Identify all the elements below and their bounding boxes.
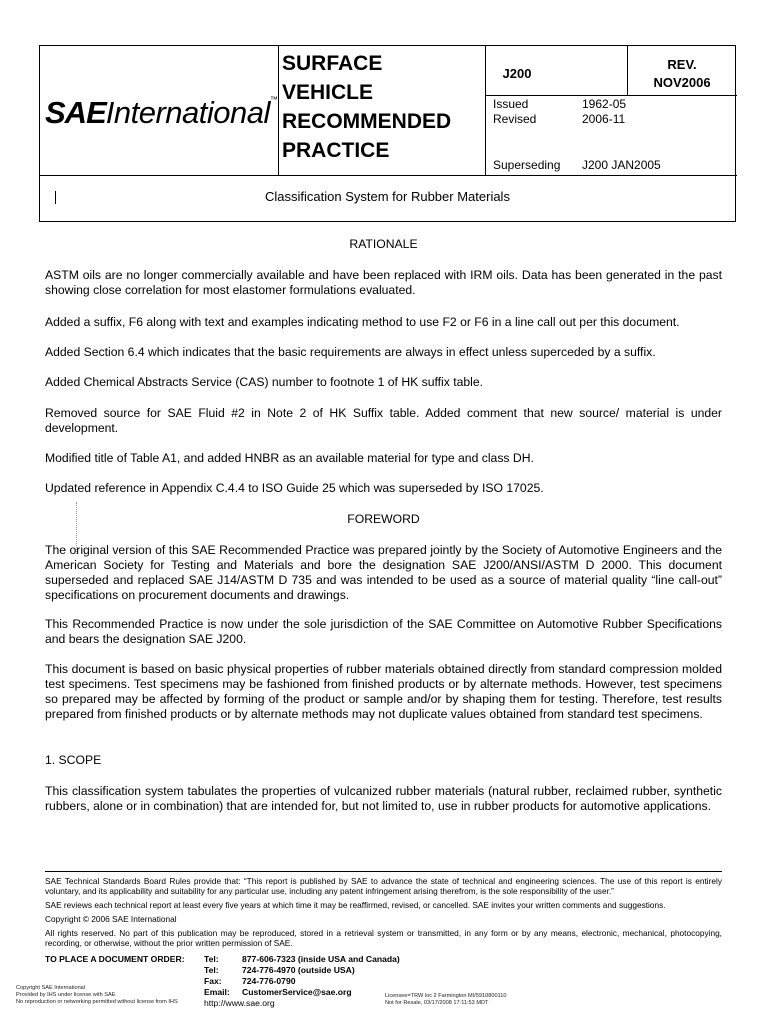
- superseding-label: Superseding: [493, 158, 561, 172]
- logo-international: International: [105, 95, 270, 130]
- rationale-paragraph: Modified title of Table A1, and added HNBR as an available material for type and class DH.: [45, 451, 534, 465]
- resale-line: Not for Resale, 03/17/2008 17:11:53 MDT: [385, 1000, 489, 1006]
- document-title: Classification System for Rubber Materials: [265, 189, 510, 204]
- rationale-paragraph: Added a suffix, F6 along with text and examples indicating method to use F2 or F6 in a line call out per this document.: [45, 315, 680, 329]
- tel-1-value: 877-606-7323 (inside USA and Canada): [242, 954, 400, 964]
- foreword-paragraph: This Recommended Practice is now under the sole jurisdiction of the SAE Committee on Automotive Rubber Specifications and bears the designation SAE J200.: [45, 617, 722, 646]
- scope-heading: 1. SCOPE: [45, 753, 102, 767]
- email-link[interactable]: CustomerService@sae.org: [242, 987, 352, 997]
- ihs-license-line: Provided by IHS under license with SAE: [16, 992, 116, 998]
- footer-rule: [45, 871, 722, 872]
- review-note: SAE reviews each technical report at least every five years at which time it may be reaffirmed, revised, or cancelled. SAE invites your written comments and suggestions.: [45, 900, 666, 910]
- licensee-line: Licensee=TRW loc 2 Farmington MI/5910800110: [385, 993, 507, 999]
- rev-date: NOV2006: [653, 75, 711, 90]
- rationale-paragraph: Updated reference in Appendix C.4.4 to ISO Guide 25 which was superseded by ISO 17025.: [45, 481, 544, 495]
- email-label: Email:: [204, 987, 230, 997]
- revised-label: Revised: [493, 112, 537, 126]
- rev-label: REV.: [667, 57, 697, 72]
- scope-paragraph: This classification system tabulates the properties of vulcanized rubber materials (natural rubber, reclaimed rubber, synthetic rubbers, alone or in combination) that are intended for, but not limited to, use in rubber products for automotive applications.: [45, 784, 722, 813]
- fax-value: 724-776-0790: [242, 976, 296, 986]
- order-label: TO PLACE A DOCUMENT ORDER:: [45, 954, 185, 964]
- logo-sae: SAE: [45, 95, 106, 130]
- doc-type-line: VEHICLE: [282, 81, 374, 104]
- issued-value: 1962-05: [582, 97, 627, 111]
- foreword-heading: FOREWORD: [347, 512, 420, 526]
- tel-2-value: 724-776-4970 (outside USA): [242, 965, 355, 975]
- ihs-reproduction-line: No reproduction or networking permitted without license from IHS: [16, 999, 178, 1005]
- logo-trademark: ™: [269, 95, 278, 104]
- document-number: J200: [502, 66, 532, 81]
- doc-type-line: SURFACE: [282, 52, 383, 75]
- issued-label: Issued: [493, 97, 529, 111]
- foreword-paragraph: The original version of this SAE Recommended Practice was prepared jointly by the Society of Automotive Engineers and the American Society for Testing and Materials and bore the designation SAE J200/ANSI/ASTM D 2000. This document superseded and replaced SAE J14/ASTM D 735 and was intended to be used as a source of material quality “line call-out” specifications on procurement documents and drawings.: [45, 543, 722, 602]
- revision-box: [628, 56, 736, 92]
- sae-international-logo: [45, 95, 278, 131]
- rationale-paragraph: Added Section 6.4 which indicates that the basic requirements are always in effect unless superceded by a suffix.: [45, 345, 656, 359]
- superseding-value: J200 JAN2005: [582, 158, 661, 172]
- tel-2-label: Tel:: [204, 965, 219, 975]
- tel-label: Tel:: [204, 954, 219, 964]
- order-tel-2: [204, 965, 355, 975]
- rationale-heading: RATIONALE: [349, 237, 418, 251]
- doc-type-line: PRACTICE: [282, 139, 390, 162]
- rationale-paragraph: Removed source for SAE Fluid #2 in Note 2 of HK Suffix table. Added comment that new source/ material is under development.: [45, 406, 722, 435]
- rationale-paragraph: Added Chemical Abstracts Service (CAS) number to footnote 1 of HK suffix table.: [45, 375, 484, 389]
- rights-note: All rights reserved. No part of this publication may be reproduced, stored in a retrieval system or transmitted, in any form or by any means, electronic, mechanical, photocopying, recording, or otherwise, without the prior written permission of SAE.: [45, 928, 722, 948]
- foreword-paragraph: This document is based on basic physical properties of rubber materials obtained directly from standard compression molded test specimens. Test specimens may be fashioned from finished products or by alternate methods. However, test specimens so prepared may be affected by forming of the product or sample and/or by shaping them for testing. Therefore, test results prepared from finished products or by alternate methods may not duplicate values obtained from standard test specimens.: [45, 662, 722, 721]
- copyright-note: Copyright © 2006 SAE International: [45, 914, 177, 924]
- ihs-copyright-line: Copyright SAE International: [16, 985, 86, 991]
- order-email: [204, 987, 352, 997]
- document-type: [282, 49, 451, 165]
- board-rules-note: SAE Technical Standards Board Rules provide that: “This report is published by SAE to advance the state of technical and engineering sciences. The use of this report is entirely voluntary, and its applicability and suitability for any particular use, including any patent infringement arising therefrom, is the sole responsibility of the user.”: [45, 876, 722, 896]
- order-tel-1: [204, 954, 400, 964]
- website-link[interactable]: http://www.sae.org: [204, 998, 275, 1008]
- doc-type-line: RECOMMENDED: [282, 110, 452, 133]
- revised-value: 2006-11: [582, 112, 626, 126]
- order-fax: [204, 976, 296, 986]
- rationale-paragraph: ASTM oils are no longer commercially available and have been replaced with IRM oils. Data has been generated in the past showing close correlation for most elastomer formulations evaluated.: [45, 268, 722, 297]
- fax-label: Fax:: [204, 976, 222, 986]
